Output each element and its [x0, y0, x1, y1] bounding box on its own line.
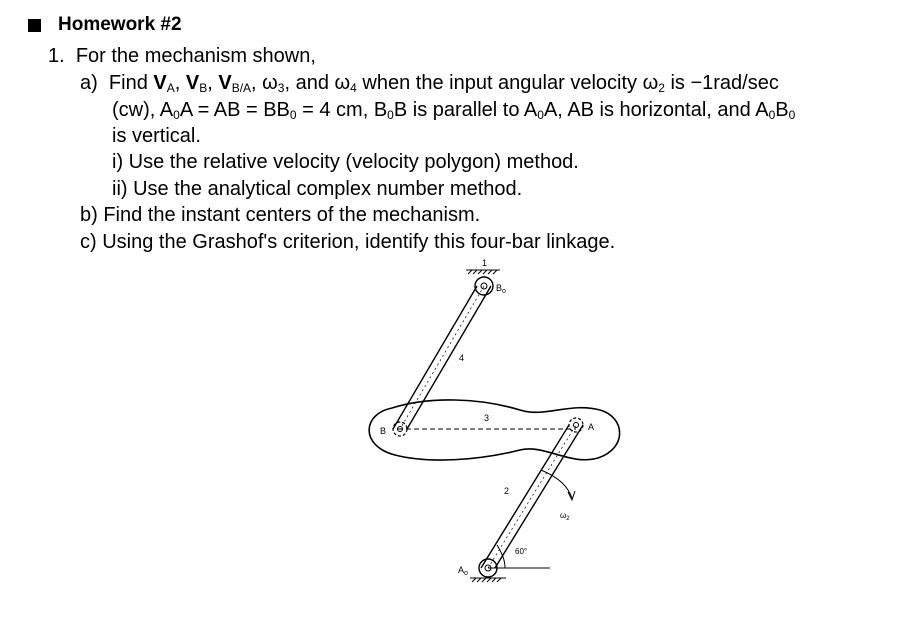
omega3-subscript: 3: [277, 81, 285, 95]
va-symbol: V: [153, 72, 167, 94]
separator: ,: [251, 72, 263, 94]
subscript: 0: [289, 108, 297, 122]
a0-main: A: [458, 565, 465, 575]
subscript: 0: [768, 108, 776, 122]
omega4-subscript: 4: [350, 81, 357, 95]
omega3-symbol: ω: [262, 72, 278, 94]
vb-subscript: B: [199, 81, 208, 95]
find-text: Find: [108, 72, 154, 94]
separator: ,: [174, 72, 186, 94]
text: B: [775, 99, 789, 121]
text: A, AB is horizontal, and A: [543, 99, 769, 121]
omega4-symbol: ω: [334, 72, 351, 94]
link-4: [393, 286, 491, 429]
b0-sub: o: [502, 288, 506, 295]
text: = 4 cm, B: [296, 99, 388, 121]
subscript: 0: [387, 108, 394, 122]
ground-top: [466, 270, 500, 274]
part-a-ii: ii) Use the analytical complex number method.: [112, 178, 523, 200]
a0-sub: o: [464, 570, 468, 577]
text: B is parallel to A: [393, 99, 538, 121]
omega2-sub: 2: [566, 516, 570, 522]
part-a-i: i) Use the relative velocity (velocity polygon) method.: [112, 151, 579, 173]
link-4-label: 4: [459, 353, 465, 363]
omega2-symbol: ω: [642, 72, 659, 94]
separator: ,: [207, 72, 219, 94]
separator: , and: [284, 72, 335, 94]
subscript: 0: [788, 108, 796, 122]
ground-bottom: [470, 578, 506, 582]
when-text: when the input angular velocity: [356, 72, 643, 94]
link-2: [481, 425, 583, 568]
a0-label: [458, 565, 468, 577]
problem-intro-text: For the mechanism shown,: [75, 45, 316, 67]
text: A = AB = BB: [179, 99, 290, 121]
omega2-subscript: 2: [658, 81, 665, 95]
b-label: B: [380, 426, 387, 436]
part-a-line-3: is vertical.: [112, 125, 201, 147]
ground-label: 1: [482, 258, 488, 268]
subscript: 0: [173, 108, 180, 122]
angle-arc: [497, 545, 505, 568]
vb-symbol: V: [185, 72, 200, 94]
part-a-label: a): [80, 72, 98, 94]
b0-main: B: [496, 283, 503, 293]
omega2-label: [560, 511, 570, 522]
angle-label: 60°: [515, 547, 528, 556]
joint-a: [569, 418, 583, 432]
link-3-label: 3: [484, 413, 490, 423]
part-b: b) Find the instant centers of the mechanism.: [80, 204, 481, 226]
b0-label: [496, 283, 506, 295]
homework-title: Homework #2: [58, 14, 182, 35]
text: (cw), A: [112, 99, 174, 121]
vba-symbol: V: [218, 72, 232, 94]
link-2-label: 2: [504, 486, 510, 496]
problem-number: 1.: [48, 45, 65, 67]
omega2-main: ω: [560, 511, 567, 520]
a-label: A: [588, 422, 595, 432]
input-velocity-text: is −1rad/sec: [664, 72, 779, 94]
part-c: c) Using the Grashof's criterion, identify this four-bar linkage.: [80, 231, 616, 253]
va-subscript: A: [166, 81, 175, 95]
subscript: 0: [537, 108, 544, 122]
vba-subscript: B/A: [231, 81, 252, 95]
